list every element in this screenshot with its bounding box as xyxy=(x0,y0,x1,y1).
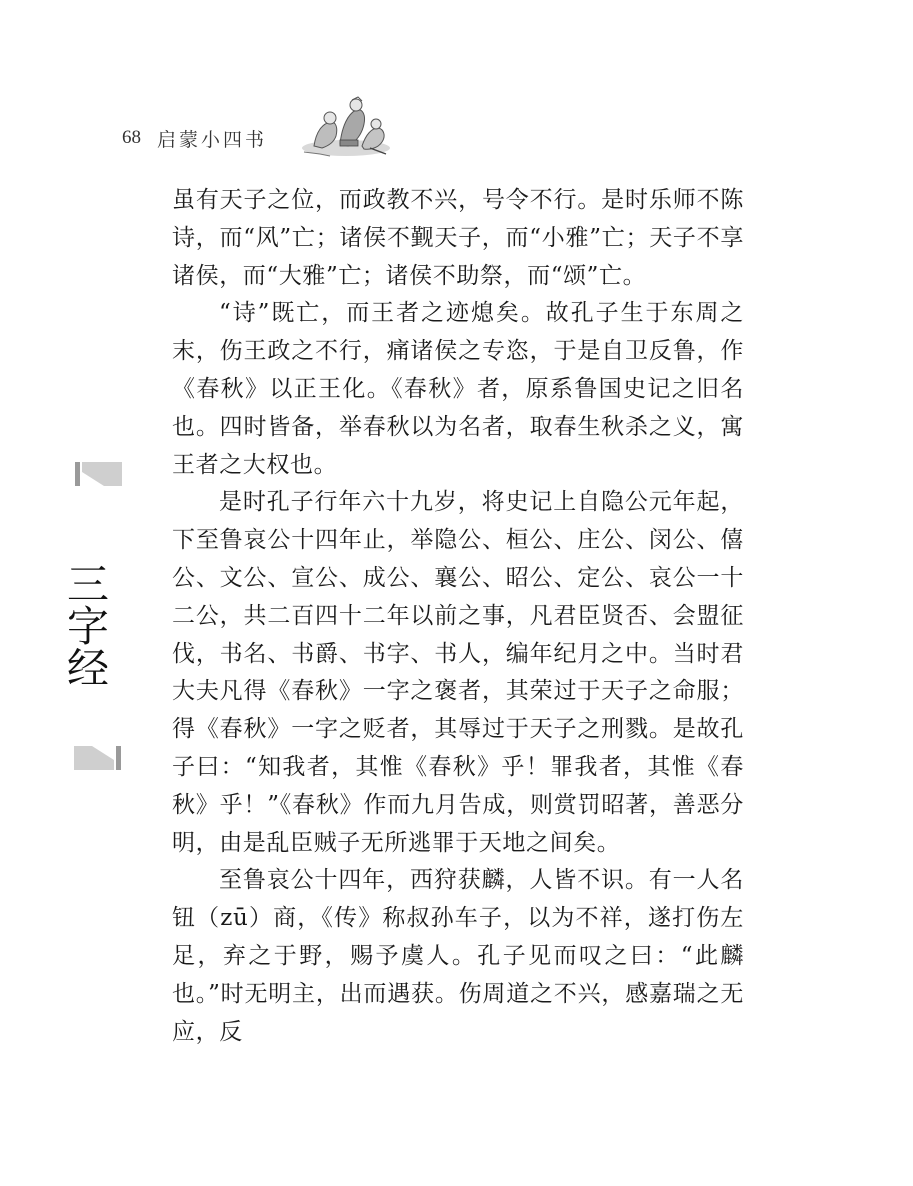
paragraph: “诗”既亡，而王者之迹熄矣。故孔子生于东周之末，伤王政之不行，痛诸侯之专恣，于是自卫反鲁，作《春秋》以正王化。《春秋》者，原系鲁国史记之旧名也。四时皆备，举春秋以为名者，取春生秋杀之义，寓王者之大权也。 xyxy=(172,300,744,478)
paragraph: 至鲁哀公十四年，西狩获麟，人皆不识。有一人名钮（zū）商，《传》称叔孙车子，以为不祥，遂打伤左足，弃之于野，赐予虞人。孔子见而叹之曰：“此麟也。”时无明主，出而遇获。伤周道之不兴，感嘉瑞之无应，反 xyxy=(172,867,744,1045)
page-number: 68 xyxy=(122,127,141,148)
book-title: 启蒙小四书 xyxy=(157,128,268,151)
tab-bracket-bottom-icon xyxy=(72,744,124,772)
chapter-side-title: 三字经 xyxy=(61,562,110,688)
running-header xyxy=(122,118,267,158)
body-text xyxy=(172,182,744,1051)
tab-bracket-top-icon xyxy=(72,460,124,488)
paragraph: 虽有天子之位，而政教不兴，号令不行。是时乐师不陈诗，而“风”亡；诸侯不觐天子，而“小雅”亡；天子不享诸侯，而“大雅”亡；诸侯不助祭，而“颂”亡。 xyxy=(172,187,744,289)
paragraph: 是时孔子行年六十九岁，将史记上自隐公元年起，下至鲁哀公十四年止，举隐公、桓公、庄公、闵公、僖公、文公、宣公、成公、襄公、昭公、定公、哀公一十二公，共二百四十二年以前之事，凡君臣贤否、会盟征伐，书名、书爵、书字、书人，编年纪月之中。当时君大夫凡得《春秋》一字之褒者，其荣过于天子之命服；得《春秋》一字之贬者，其辱过于天子之刑戮。是故孔子曰：“知我者，其惟《春秋》乎！罪我者，其惟《春秋》乎！”《春秋》作而九月告成，则赏罚昭著，善恶分明，由是乱臣贼子无所逃罪于天地之间矣。 xyxy=(172,489,744,856)
scholars-illustration-icon xyxy=(300,96,392,158)
chapter-side-tab xyxy=(61,460,124,772)
